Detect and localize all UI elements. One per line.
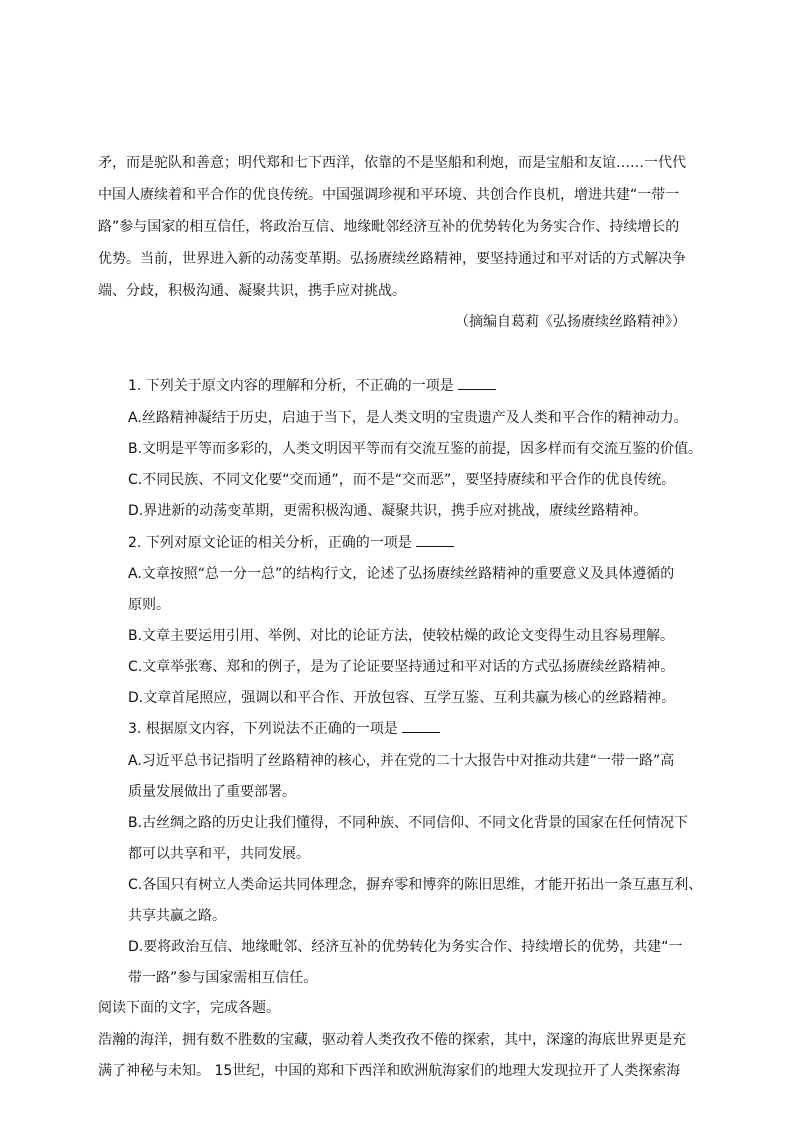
passage1-line: 中国人赓续着和平合作的优良传统。中国强调珍视和平环境、共创合作良机，增进共建“一带一 [98, 187, 680, 203]
question-3-option-c: C.各国只有树立人类命运共同体理念，摒弃零和博弈的陈旧思维，才能开拓出一条互惠互利、 [128, 877, 703, 893]
question-3-option-d: D.要将政治互信、地缘毗邻、经济互补的优势转化为务实合作、持续增长的优势，共建“一 [128, 939, 683, 955]
question-3-stem [128, 719, 440, 739]
question-3-option-d-cont: 带一路”参与国家需相互信任。 [128, 970, 318, 986]
question-2-option-a-cont: 原则。 [128, 597, 170, 613]
question-3-option-c-cont: 共享共赢之路。 [128, 908, 226, 924]
answer-blank [416, 533, 454, 547]
passage2-line: 满了神秘与未知。 15世纪，中国的郑和下西洋和欧洲航海家们的地理大发现拉开了人类探索海 [98, 1063, 681, 1079]
question-2-option-a: A.文章按照“总一分一总”的结构行文，论述了弘扬赓续丝路精神的重要意义及具体遵循的 [128, 566, 675, 582]
question-2-option-d: D.文章首尾照应，强调以和平合作、开放包容、互学互鉴、互利共赢为核心的丝路精神。 [128, 690, 676, 706]
question-1-option-c: C.不同民族、不同文化要“交而通”，而不是“交而恶”，要坚持赓续和平合作的优良传统。 [128, 472, 676, 488]
question-1-stem-text: 1. 下列关于原文内容的理解和分析，不正确的一项是 [128, 378, 454, 394]
passage2-line: 浩瀚的海洋，拥有数不胜数的宝藏，驱动着人类孜孜不倦的探索，其中，深邃的海底世界更是充 [98, 1032, 686, 1048]
answer-blank [402, 719, 440, 733]
passage1-line: 优势。当前，世界进入新的动荡变革期。弘扬赓续丝路精神，要坚持通过和平对话的方式解决争 [98, 251, 686, 267]
question-3-option-b: B.古丝绸之路的历史让我们懂得，不同种族、不同信仰、不同文化背景的国家在任何情况下 [128, 815, 689, 831]
question-2-option-b: B.文章主要运用引用、举例、对比的论证方法，使较枯燥的政论文变得生动且容易理解。 [128, 628, 675, 644]
question-2-stem-text: 2. 下列对原文论证的相关分析，正确的一项是 [128, 535, 412, 551]
passage1-line: 端、分歧，积极沟通、凝聚共识，携手应对挑战。 [98, 283, 406, 299]
question-3-option-a: A.习近平总书记指明了丝路精神的核心，并在党的二十大报告中对推动共建“一带一路”高 [128, 753, 675, 769]
question-2-stem [128, 533, 454, 553]
question-1-option-a: A.丝路精神凝结于历史，启迪于当下，是人类文明的宝贵遗产及人类和平合作的精神动力。 [128, 410, 688, 426]
passage1-line: 路”参与国家的相互信任，将政治互信、地缘毗邻经济互补的优势转化为务实合作、持续增长的 [98, 219, 680, 235]
question-2-option-c: C.文章举张骞、郑和的例子，是为了论证要坚持通过和平对话的方式弘扬赓续丝路精神。 [128, 659, 675, 675]
passage1-line: 矛，而是驼队和善意；明代郑和七下西洋，依靠的不是坚船和利炮，而是宝船和友谊……一代代 [98, 155, 686, 171]
question-1-stem [128, 376, 496, 396]
question-3-option-a-cont: 质量发展做出了重要部署。 [128, 784, 296, 800]
reading-instruction: 阅读下面的文字，完成各题。 [98, 1000, 280, 1016]
question-3-stem-text: 3. 根据原文内容，下列说法不正确的一项是 [128, 721, 398, 737]
question-3-option-b-cont: 都可以共享和平，共同发展。 [128, 846, 310, 862]
question-1-option-b: B.文明是平等而多彩的，人类文明因平等而有交流互鉴的前提，因多样而有交流互鉴的价值。 [128, 441, 703, 457]
answer-blank [458, 376, 496, 390]
source-citation: （摘编自葛莉《弘扬赓续丝路精神》） [455, 314, 686, 330]
question-1-option-d: D.界进新的动荡变革期，更需积极沟通、凝聚共识，携手应对挑战，赓续丝路精神。 [128, 503, 648, 519]
